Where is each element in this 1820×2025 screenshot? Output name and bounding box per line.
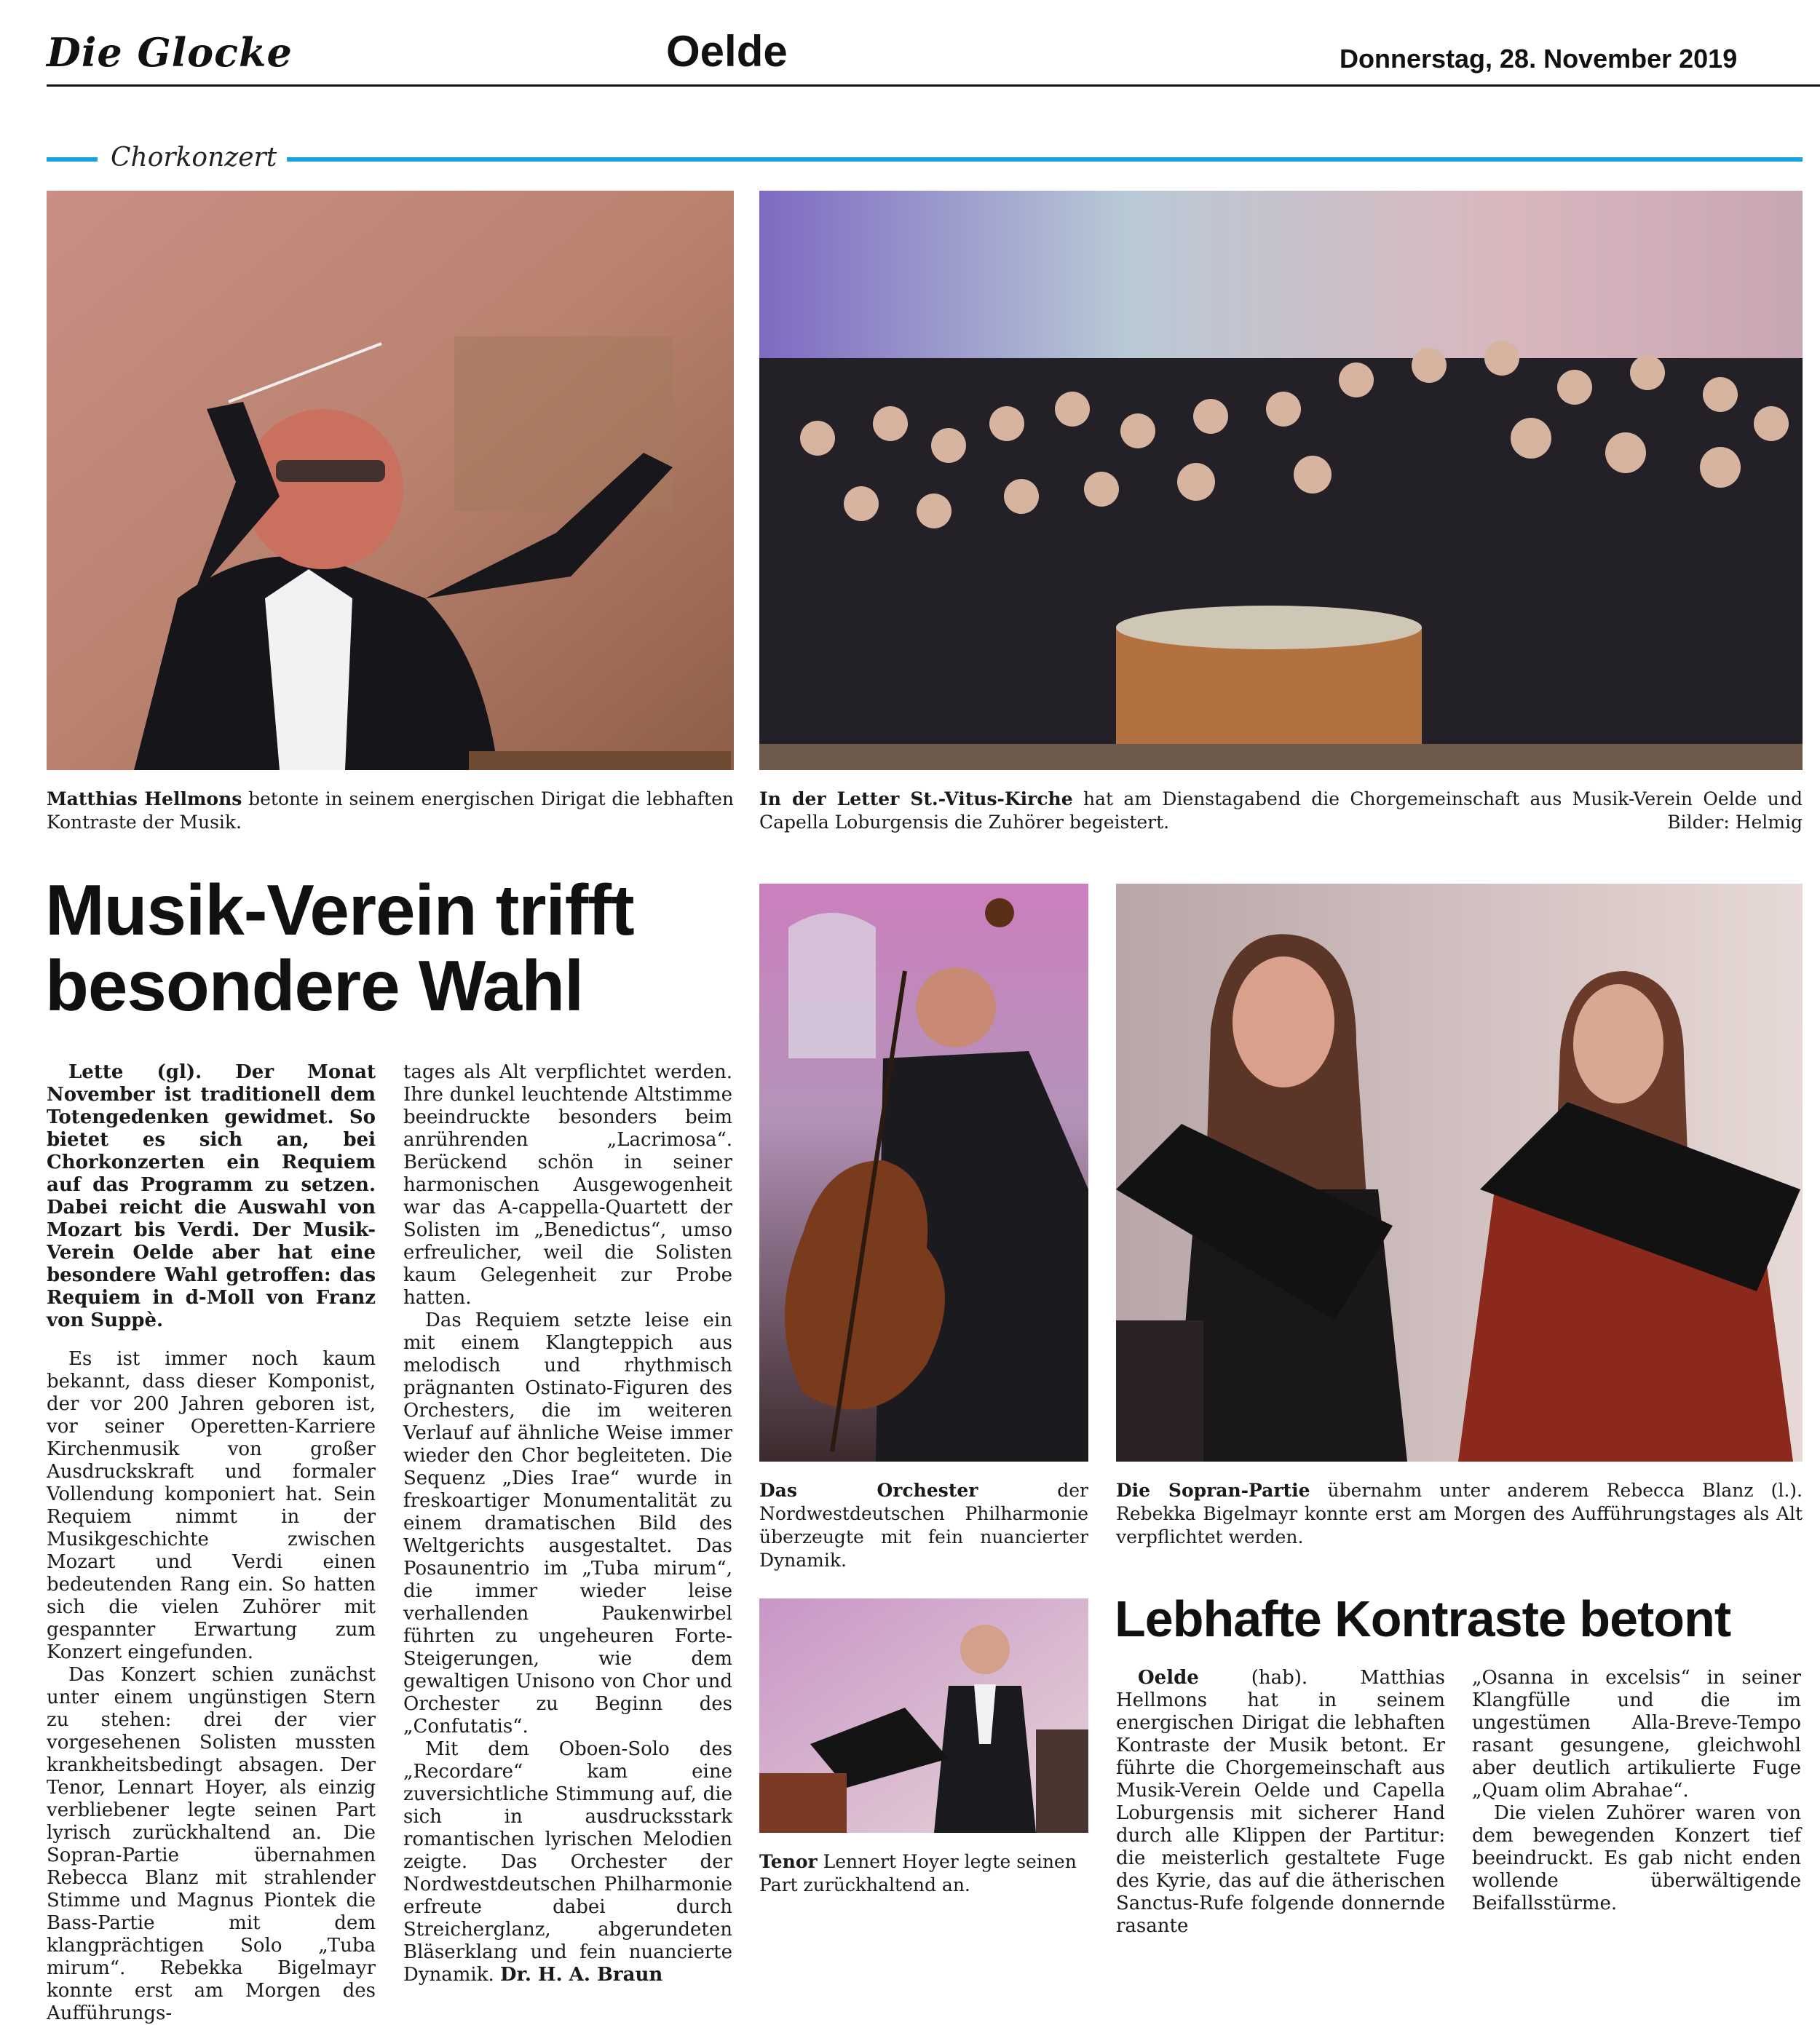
caption-text: der Nordwestdeutschen Philharmonie überzeugte mit fein nuancierter Dynamik.	[759, 1480, 1088, 1571]
article2-paragraph: „Osanna in excelsis“ in seiner Klangfülle und die im ungestümen Alla-Breve-Tempo rasant gesungene, gleichwohl aber deutlich artikulierte Fuge „Quam olim Abrahae“.	[1472, 1667, 1801, 1802]
article1-column-2	[403, 1061, 732, 1986]
article2-column-2	[1472, 1667, 1801, 1915]
local-edition-title: Oelde	[666, 27, 788, 76]
orchestra-photo	[759, 884, 1088, 1462]
article2-dateline: Oelde	[1138, 1667, 1199, 1689]
caption-text: Lennert Hoyer legte seinen Part zurückhaltend an.	[759, 1851, 1077, 1895]
conductor-caption	[47, 788, 734, 834]
photo-credit: Bilder: Helmig	[1667, 812, 1803, 833]
masthead-divider	[47, 84, 1820, 87]
headline-line-2: besondere Wahl	[45, 946, 584, 1026]
newspaper-logo: Die Glocke	[47, 29, 293, 76]
article2-paragraph: Die vielen Zuhörer waren von dem bewegenden Konzert tief beeindruckt. Es gab nicht enden wollende überwältigende Beifallsstürme.	[1472, 1802, 1801, 1914]
caption-name: Tenor	[759, 1851, 818, 1872]
article1-lead: Lette (gl). Der Monat November ist traditionell dem Totengedenken gewidmet. So bietet es sich an, bei Chorkonzerten ein Requiem auf das Programm zu setzen. Dabei reicht die Auswahl von Mozart bis Verdi. Der Musik-Verein Oelde aber hat eine besondere Wahl getroffen: das Requiem in d-Moll von Franz von Suppè.	[47, 1061, 376, 1331]
soprano-caption	[1116, 1479, 1803, 1549]
conductor-photo	[47, 191, 734, 770]
caption-name: Das Orchester	[759, 1480, 978, 1501]
choir-photo	[759, 191, 1803, 770]
article1-column-1	[47, 1061, 376, 2025]
article1-headline	[45, 870, 634, 1026]
article2-paragraph: Oelde (hab). Matthias Hellmons hat in seinem energischen Dirigat die lebhaften Kontraste der Musik betont. Er führte die Chorgemeinschaft aus Musik-Verein Oelde und Capella Loburgensis mit sicherer Hand durch alle Klippen der Partitur: die meisterlich gestaltete Fuge des Kyrie, das auf die ätherischen Sanctus-Rufe folgende donnernde rasante	[1116, 1667, 1445, 1937]
article1-paragraph: tages als Alt verpflichtet werden. Ihre dunkel leuchtende Altstimme beeindruckte besonders beim anrührenden „Lacrimosa“. Berückend schön in seiner harmonischen Ausgewogenheit war das A-cappella-Quartett der Solisten im „Benedictus“, umso erfreulicher, weil die Solisten kaum Gelegenheit zur Probe hatten.	[403, 1061, 732, 1309]
caption-text: betonte in seinem energischen Dirigat die lebhaften Kontraste der Musik.	[47, 788, 734, 833]
article1-paragraph: Das Konzert schien zunächst unter einem ungünstigen Stern zu stehen: drei der vier vorgesehenen Solisten mussten krankheitsbedingt absagen. Der Tenor, Lennart Hoyer, als einzig verbliebener legte seinen Part lyrisch zurückhaltend an. Die Sopran-Partie übernahmen Rebecca Blanz mit strahlender Stimme und Magnus Piontek die Bass-Partie mit dem klangprächtigen Solo „Tuba mirum“. Rebekka Bigelmayr konnte erst am Morgen des Aufführungs-	[47, 1664, 376, 2024]
caption-name: Die Sopran-Partie	[1116, 1480, 1310, 1501]
article1-author: Dr. H. A. Braun	[500, 1964, 663, 1986]
section-rule-left	[47, 157, 98, 162]
article1-paragraph: Mit dem Oboen-Solo des „Recordare“ kam eine zuversichtliche Stimmung auf, die sich in ausdrucksstark romantischen lyrischen Melodien zeigte. Das Orchester der Nordwestdeutschen Philharmonie erfreute dabei durch Streicherglanz, abgerundeten Bläserklang und fein nuancierte Dynamik. Dr. H. A. Braun	[403, 1738, 732, 1986]
caption-text: übernahm unter anderem Rebecca Blanz (l.). Rebekka Bigelmayr konnte erst am Morgen des Aufführungstages als Alt verpflichtet werden.	[1116, 1480, 1803, 1548]
tenor-photo	[759, 1598, 1088, 1833]
section-rule-right	[287, 157, 1803, 162]
article1-paragraph: Es ist immer noch kaum bekannt, dass dieser Komponist, der vor 200 Jahren geboren ist, vor seiner Operetten-Karriere Kirchenmusik von großer Ausdruckskraft und formaler Vollendung komponiert hat. Sein Requiem nimmt in der Musikgeschichte zwischen Mozart und Verdi einen bedeutenden Rang ein. So hatten sich die vielen Zuhörer mit gespannter Erwartung zum Konzert eingefunden.	[47, 1348, 376, 1663]
caption-name: In der Letter St.-Vitus-Kirche	[759, 788, 1073, 809]
article1-paragraph: Das Requiem setzte leise ein mit einem Klangteppich aus melodisch und rhythmisch prägnanten Ostinato-Figuren des Orchesters, die im weiteren Verlauf auf ähnliche Weise immer wieder den Chor begleiteten. Die Sequenz „Dies Irae“ wurde in freskoartiger Monumentalität zu einem dramatischen Bild des Weltgerichts ausgestaltet. Das Posaunentrio im „Tuba mirum“, die immer wieder leise verhallenden Paukenwirbel führten zu ungeheuren Forte-Steigerungen, wie dem gewaltigen Unisono von Chor und Orchester zu Beginn des „Confutatis“.	[403, 1309, 732, 1737]
caption-name: Matthias Hellmons	[47, 788, 242, 809]
issue-date: Donnerstag, 28. November 2019	[1340, 44, 1738, 74]
article2-headline: Lebhafte Kontraste betont	[1115, 1590, 1731, 1647]
orchestra-caption	[759, 1479, 1088, 1572]
caption-text: hat am Dienstagabend die Chorgemeinschaft aus Musik-Verein Oelde und Capella Loburgensis die Zuhörer begeistert.	[759, 788, 1803, 833]
tenor-caption	[759, 1850, 1088, 1897]
section-label: Chorkonzert	[111, 143, 277, 173]
headline-line-1: Musik-Verein trifft	[45, 870, 634, 950]
article2-column-1	[1116, 1667, 1445, 1938]
soprano-photo	[1116, 884, 1803, 1462]
